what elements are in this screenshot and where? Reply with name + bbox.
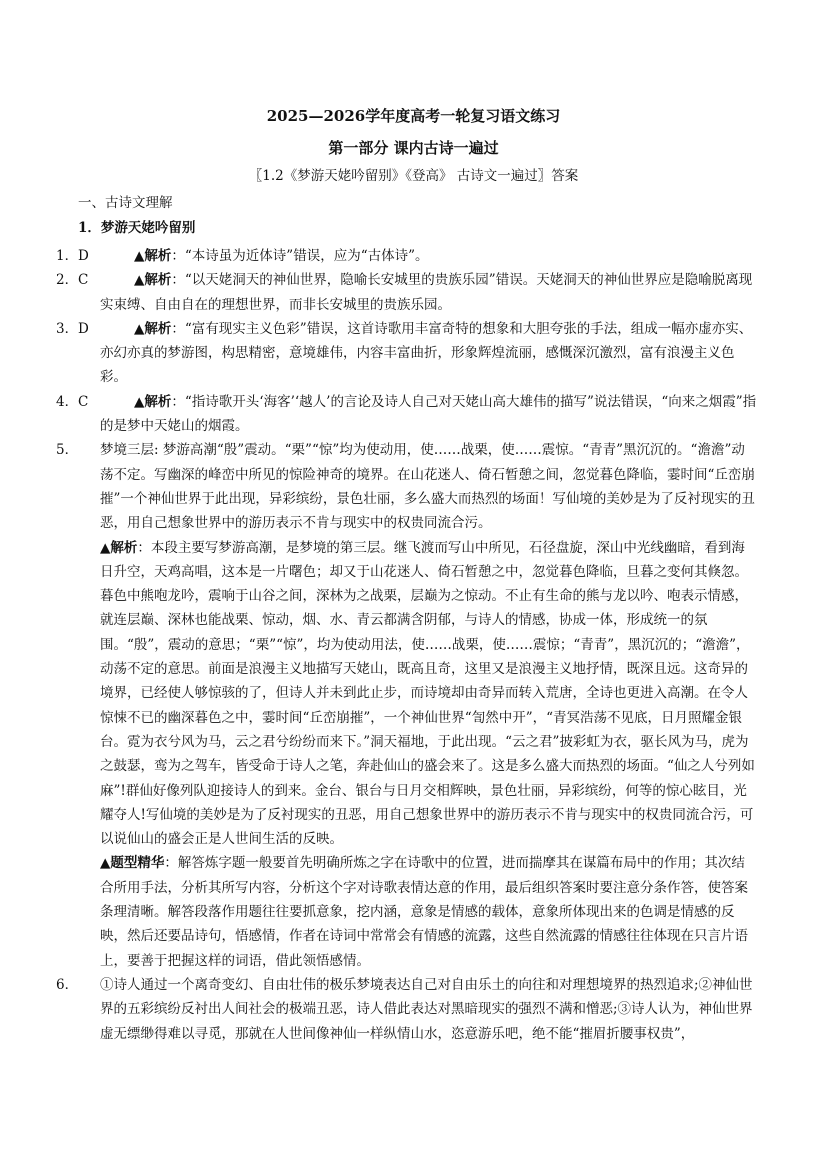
answer-item-6: [56, 973, 758, 1046]
analysis-text: ：本段主要写梦游高潮，是梦境的第三层。继飞渡而写山中所见，石径盘旋，深山中光线幽暗，看到海日升空，天鸡高唱，这本是一片曙色；却又于山花迷人、倚石暂憩之中，忽觉暮色降临，旦暮之变何其倏忽。暮色中熊咆龙吟，震响于山谷之间，深林为之战栗，层巅为之惊动。不止有生命的熊与龙以吟、咆表示情感，就连层巅、深林也能战栗、惊动，烟、水、青云都满含阴郁，与诗人的情感，协成一体，形成统一的氛围。“殷”，震动的意思；“栗”“惊”，均为使动用法，使……战栗，使……震惊；“青青”，黑沉沉的；“澹澹”，动荡不定的意思。前面是浪漫主义地描写天姥山，既高且奇，这里又是浪漫主义地抒情，既深且远。这奇异的境界，已经使人够惊骇的了，但诗人并未到此止步，而诗境却由奇异而转入荒唐，全诗也更进入高潮。在令人惊悚不已的幽深暮色之中，霎时间“丘峦崩摧”，一个神仙世界“訇然中开”，“青冥浩荡不见底，日月照耀金银台。霓为衣兮风为马，云之君兮纷纷而来下。”洞天福地，于此出现。“云之君”披彩虹为衣，驱长风为马，虎为之鼓瑟，鸾为之驾车，皆受命于诗人之笔，奔赴仙山的盛会来了。这是多么盛大而热烈的场面。“仙之人兮列如麻”!群仙好像列队迎接诗人的到来。金台、银台与日月交相辉映，景色壮丽，异彩缤纷，何等的惊心眩目，光耀夺人!写仙境的美妙是为了反衬现实的丑恶，用自己想象世界中的游历表示不肯与现实中的权贵同流合污，可以说仙山的盛会正是人世间生活的反映。: [100, 539, 755, 848]
tip-text: ：解答炼字题一般要首先明确所炼之字在诗歌中的位置，进而揣摩其在谋篇布局中的作用；其次结合所用手法，分析其所写内容，分析这个字对诗歌表情达意的作用，最后组织答案时要注意分条作答，使答案条理清晰。解答段落作用题往往要抓意象，挖内涵，意象是情感的载体，意象所体现出来的色调是情感的反映，然后还要品诗句，悟感情，作者在诗词中常常会有情感的流露，这些自然流露的情感往往体现在只言片语上，要善于把握这样的词语，借此领悟感情。: [100, 855, 748, 969]
answer-item-1: [56, 244, 758, 268]
part-title: 第一部分 课内古诗一遍过: [328, 139, 499, 157]
item-number: 4．: [56, 393, 79, 410]
answer-item-3: [56, 317, 758, 390]
analysis-label: ▲解析: [100, 539, 138, 556]
analysis-label: ▲解析: [134, 393, 172, 410]
item-answer: C: [78, 272, 89, 289]
analysis-label: ▲解析: [134, 272, 172, 289]
item-number: 1．: [56, 248, 79, 264]
item-number: 2．: [56, 272, 79, 289]
analysis-label: ▲解析: [134, 320, 172, 337]
answer-body: [56, 244, 758, 1046]
answer-item-2: [56, 268, 758, 317]
item-text: ：“富有现实主义色彩”错误，这首诗歌用丰富奇特的想象和大胆夸张的手法，组成一幅亦虚亦实、亦幻亦真的梦游图，构思精密，意境雄伟，内容丰富曲折，形象辉煌流丽，感慨深沉激烈，富有浪漫主义色彩。: [100, 320, 753, 386]
section-subheading: 1．梦游天姥吟留别: [78, 220, 196, 236]
item-answer: D: [78, 248, 89, 264]
tip-label: ▲题型精华: [100, 855, 165, 872]
item-number: 6．: [56, 976, 79, 993]
item-answer: C: [78, 393, 89, 410]
item-number: 5．: [56, 442, 79, 459]
answer-item-5: [56, 438, 758, 535]
item-text: ①诗人通过一个离奇变幻、自由壮伟的极乐梦境表达自己对自由乐土的向往和对理想境界的热烈追求;②神仙世界的五彩缤纷反衬出人间社会的极端丑恶，诗人借此表达对黑暗现实的强烈不满和憎恶;③诗人认为，神仙世界虚无缥缈得难以寻觅，那就在人世间像神仙一样纵情山水，恣意游乐吧，绝不能“摧眉折腰事权贵”，: [100, 976, 753, 1042]
item-text: ：“指诗歌开头‘海客’‘越人’的言论及诗人自己对天姥山高大雄伟的描写”说法错误，“向来之烟霞”指的是梦中天姥山的烟霞。: [100, 393, 757, 435]
item-number: 3．: [56, 320, 79, 337]
item-answer: 梦境三层: 梦游高潮“殷”震动。“栗”“惊”均为使动用，使……战栗，使……震惊。“青青”黑沉沉的。“澹澹”动荡不定。写幽深的峰峦中所见的惊险神奇的境界。在山花迷人、倚石暂憩之间，忽觉暮色降临，霎时间“丘峦崩摧”一个神仙世界于此出现，异彩缤纷，景色壮丽，多么盛大而热烈的场面！写仙境的美妙是为了反衬现实的丑恶，用自己想象世界中的游历表示不肯与现实中的权贵同流合污。: [100, 442, 755, 532]
item-text: ：“本诗虽为近体诗”错误，应为“古体诗”。: [171, 248, 429, 264]
document-title: 2025—2026学年度高考一轮复习语文练习: [266, 107, 561, 125]
item-answer: D: [78, 320, 89, 337]
item-text: ：“以天姥洞天的神仙世界，隐喻长安城里的贵族乐园”错误。天姥洞天的神仙世界应是隐喻脱离现实束缚、自由自在的理想世界，而非长安城里的贵族乐园。: [100, 272, 753, 313]
answer-item-5-analysis: [78, 536, 758, 852]
answer-item-5-tip: [78, 851, 758, 972]
answer-item-4: [56, 390, 758, 439]
section-heading: 一、古诗文理解: [78, 195, 173, 211]
document-subtitle: 〖1.2《梦游天姥吟留别》《登高》 古诗文一遍过〗答案: [248, 168, 579, 184]
analysis-label: ▲解析: [134, 248, 172, 264]
